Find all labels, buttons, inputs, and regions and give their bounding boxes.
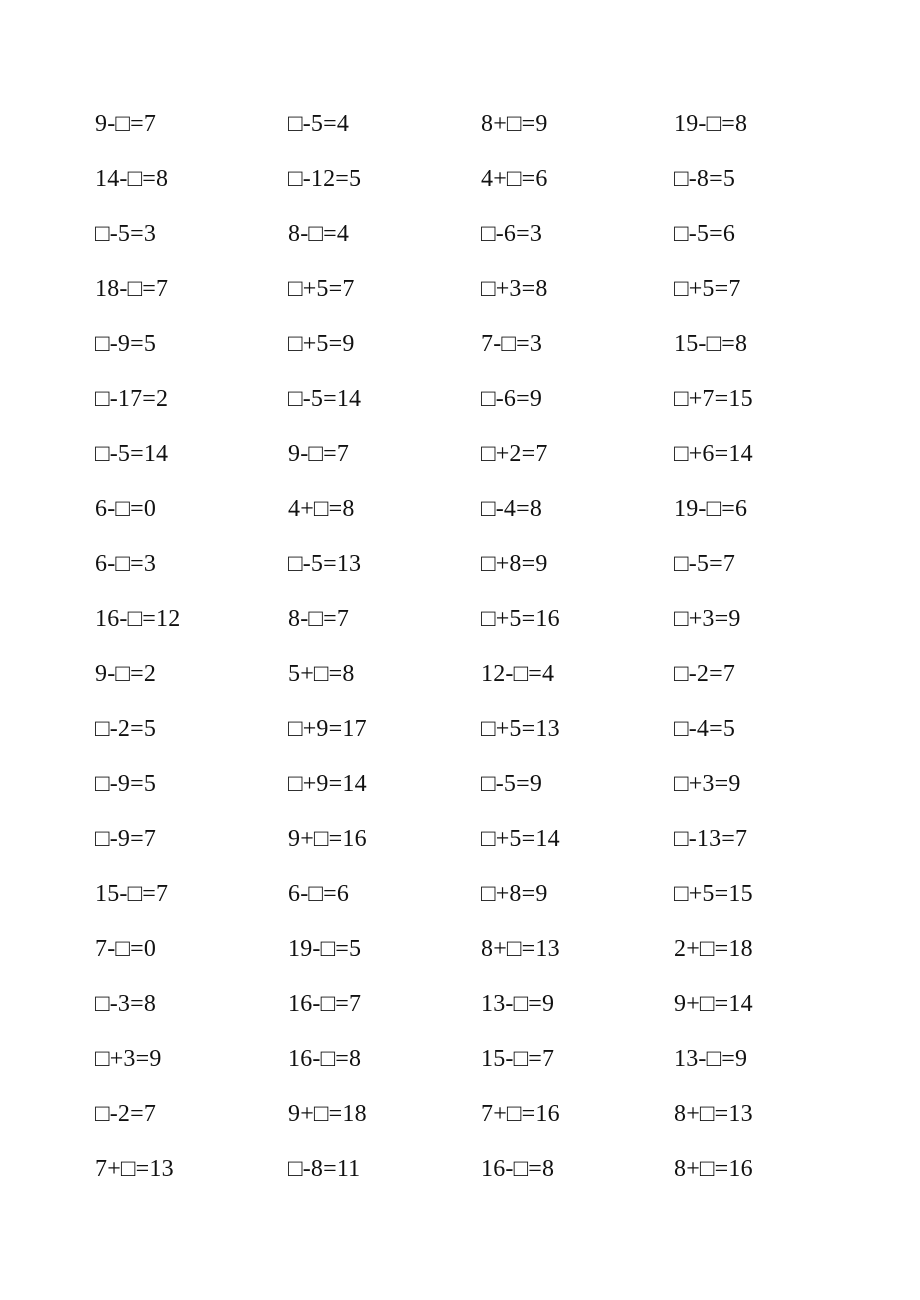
math-problem: □-6=9 [481,386,543,412]
math-problem: 7+□=16 [481,1101,560,1127]
problem-row [95,427,815,482]
math-problem: 6-□=0 [95,496,157,522]
math-problem: 13-□=9 [481,991,555,1017]
problem-row [95,1142,815,1197]
math-problem: □+8=9 [481,551,548,577]
math-problem: □+5=15 [674,881,753,907]
math-problem: □+5=14 [481,826,560,852]
math-problem: 9+□=18 [288,1101,367,1127]
math-problem: □+6=14 [674,441,753,467]
math-problem: 19-□=5 [288,936,362,962]
problem-row [95,812,815,867]
math-problem: 9-□=2 [95,661,157,687]
problem-row [95,647,815,702]
problem-row [95,922,815,977]
problem-row [95,977,815,1032]
math-problem: □-9=5 [95,331,157,357]
math-problem: □+5=13 [481,716,560,742]
problem-row [95,152,815,207]
math-problem: 8+□=9 [481,111,548,137]
math-problem: □-5=4 [288,111,350,137]
math-problem: □+9=17 [288,716,367,742]
math-problem: □+3=9 [674,771,741,797]
math-problem: 4+□=6 [481,166,548,192]
problem-row [95,207,815,262]
problem-row [95,1032,815,1087]
math-problem: 2+□=18 [674,936,753,962]
math-problem: 9-□=7 [95,111,157,137]
math-problem: □+2=7 [481,441,548,467]
math-problem: □-5=9 [481,771,543,797]
math-problem: □-8=5 [674,166,736,192]
math-problem: 16-□=12 [95,606,181,632]
math-problem: □-2=7 [95,1101,157,1127]
math-problem: □-3=8 [95,991,157,1017]
math-problem: □-9=7 [95,826,157,852]
math-problem: □-6=3 [481,221,543,247]
problem-row [95,317,815,372]
math-problem: 8-□=7 [288,606,350,632]
math-problem: □+5=7 [674,276,741,302]
math-problem: 7-□=0 [95,936,157,962]
math-problem: 5+□=8 [288,661,355,687]
math-problem: 15-□=8 [674,331,748,357]
math-problem: 8-□=4 [288,221,350,247]
math-problem: □+3=8 [481,276,548,302]
math-problem: 6-□=6 [288,881,350,907]
problem-row [95,702,815,757]
problem-row [95,757,815,812]
math-problem: □+8=9 [481,881,548,907]
math-problem: 8+□=13 [674,1101,753,1127]
math-problem: □-13=7 [674,826,748,852]
math-problem: □-12=5 [288,166,362,192]
math-problem: 14-□=8 [95,166,169,192]
problem-row [95,262,815,317]
math-problem: 19-□=8 [674,111,748,137]
math-problem: □-4=5 [674,716,736,742]
problem-row [95,372,815,427]
math-problem: 15-□=7 [95,881,169,907]
math-problem: □-2=5 [95,716,157,742]
problem-row [95,482,815,537]
math-problem: □+3=9 [95,1046,162,1072]
math-problem: 6-□=3 [95,551,157,577]
math-problem: □-2=7 [674,661,736,687]
math-problem: 18-□=7 [95,276,169,302]
math-problem: 7+□=13 [95,1156,174,1182]
math-problem: □+3=9 [674,606,741,632]
math-problem: □-17=2 [95,386,169,412]
math-problem: □+5=16 [481,606,560,632]
problem-row [95,537,815,592]
math-problem: 16-□=8 [481,1156,555,1182]
math-problem: □-5=3 [95,221,157,247]
math-problem: □+5=7 [288,276,355,302]
math-problem: 19-□=6 [674,496,748,522]
math-problem: □-5=14 [95,441,169,467]
math-problem: 13-□=9 [674,1046,748,1072]
math-problem: 4+□=8 [288,496,355,522]
math-problem: □-5=14 [288,386,362,412]
problem-row [95,867,815,922]
math-problem: 12-□=4 [481,661,555,687]
problem-row [95,97,815,152]
math-problem: 8+□=13 [481,936,560,962]
math-problem: 9-□=7 [288,441,350,467]
math-problem: □-5=7 [674,551,736,577]
math-problem: 15-□=7 [481,1046,555,1072]
math-problem: □+7=15 [674,386,753,412]
math-problem: □-5=6 [674,221,736,247]
math-problem: □-8=11 [288,1156,361,1182]
math-problem: 7-□=3 [481,331,543,357]
math-problem: 9+□=14 [674,991,753,1017]
math-problem: 16-□=8 [288,1046,362,1072]
math-problem: □+9=14 [288,771,367,797]
math-worksheet [95,97,815,1197]
problem-row [95,592,815,647]
math-problem: 9+□=16 [288,826,367,852]
problem-row [95,1087,815,1142]
math-problem: □-4=8 [481,496,543,522]
math-problem: □+5=9 [288,331,355,357]
math-problem: □-5=13 [288,551,362,577]
math-problem: 8+□=16 [674,1156,753,1182]
math-problem: □-9=5 [95,771,157,797]
math-problem: 16-□=7 [288,991,362,1017]
